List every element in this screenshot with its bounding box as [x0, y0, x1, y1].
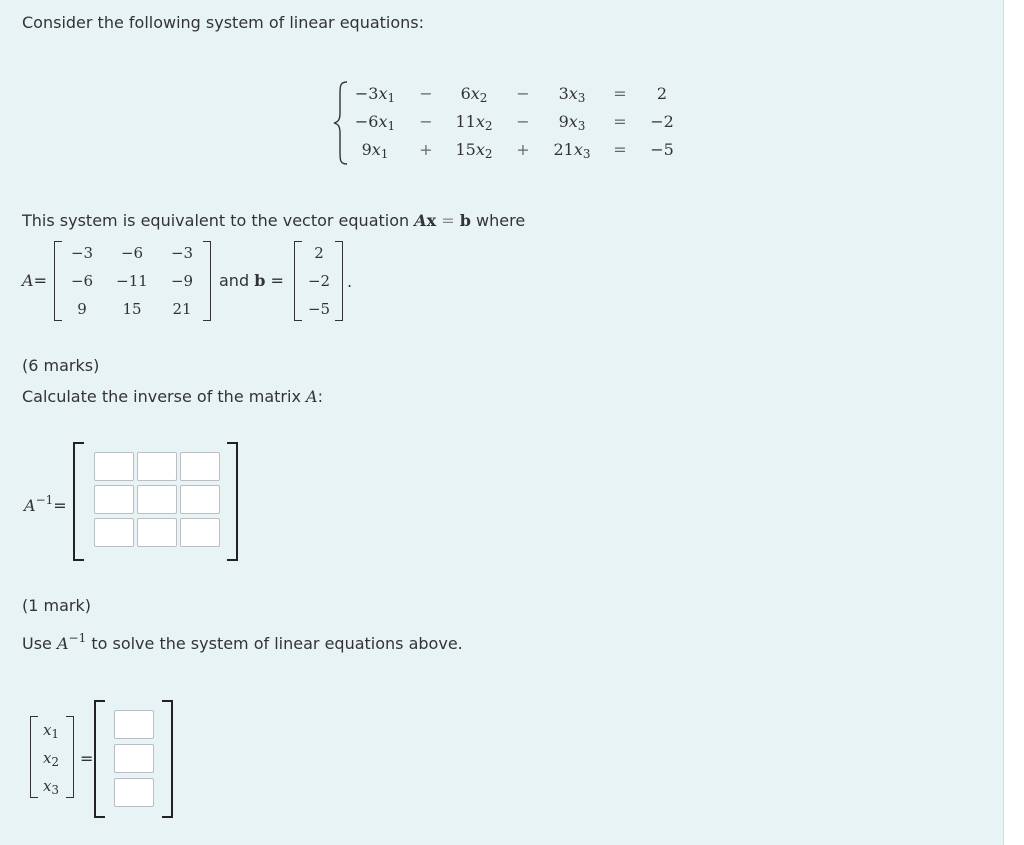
- solution-variable: $x_3$: [42, 777, 60, 797]
- eq2-term3: $9x_3$: [558, 112, 586, 133]
- eq1-op1: −: [419, 84, 433, 103]
- vector-b-cell: −2: [307, 272, 331, 290]
- inverse-answer-input[interactable]: [94, 452, 134, 481]
- eq2-equals: =: [613, 112, 627, 131]
- part1-prompt: Calculate the inverse of the matrix A:: [22, 387, 323, 406]
- matrix-a-cell: −11: [116, 272, 148, 290]
- eq2-op2: −: [516, 112, 530, 131]
- matrix-a: [54, 241, 211, 321]
- inverse-answer-input[interactable]: [94, 518, 134, 547]
- solution-variable: $x_1$: [42, 721, 60, 741]
- solution-left-bracket: [94, 700, 105, 818]
- vector-b-period: .: [347, 272, 353, 291]
- solution-variable-vector: [30, 716, 74, 798]
- solution-equals: =: [80, 749, 94, 768]
- solution-right-bracket: [162, 700, 173, 818]
- inverse-answer-input[interactable]: [137, 485, 177, 514]
- part2-prompt: Use $A^{-1}$ to solve the system of linear equations above.: [22, 631, 463, 653]
- eq3-term3: $21x_3$: [553, 140, 591, 161]
- matrix-a-cell: −3: [170, 244, 194, 262]
- eq3-rhs: −5: [650, 140, 674, 159]
- matrix-a-cell: −9: [170, 272, 194, 290]
- eq1-term2: $6x_2$: [460, 84, 488, 105]
- matrix-a-cell: 9: [77, 300, 87, 318]
- part2-marks: (1 mark): [22, 596, 91, 615]
- eq1-term1: $-3x_1$: [354, 84, 396, 105]
- matrix-a-cell: −3: [70, 244, 94, 262]
- eq1-equals: =: [613, 84, 627, 103]
- left-brace: [332, 80, 350, 166]
- eq2-op1: −: [419, 112, 433, 131]
- eq3-term1: $9x_1$: [361, 140, 389, 161]
- solution-answer-input[interactable]: [114, 744, 154, 773]
- eq2-term1: $-6x_1$: [354, 112, 396, 133]
- vector-b-label: and b =: [219, 271, 284, 290]
- solution-answer-input[interactable]: [114, 778, 154, 807]
- eq3-term2: $15x_2$: [455, 140, 493, 161]
- intro-text: Consider the following system of linear equations:: [22, 13, 425, 32]
- eq3-op2: +: [516, 140, 530, 159]
- eq1-op2: −: [516, 84, 530, 103]
- equivalence-text: This system is equivalent to the vector equation Ax = b where: [22, 211, 526, 230]
- equation-system: [330, 80, 680, 170]
- matrix-a-cell: 21: [172, 300, 192, 318]
- solution-answer-input[interactable]: [114, 710, 154, 739]
- inverse-answer-input[interactable]: [180, 518, 220, 547]
- eq3-op1: +: [419, 140, 433, 159]
- solution-variable: $x_2$: [42, 749, 60, 769]
- inverse-answer-input[interactable]: [180, 485, 220, 514]
- eq1-term3: $3x_3$: [558, 84, 586, 105]
- inverse-answer-input[interactable]: [180, 452, 220, 481]
- vector-b-cell: −5: [307, 300, 331, 318]
- inverse-right-bracket: [227, 442, 238, 561]
- eq3-equals: =: [613, 140, 627, 159]
- vector-b: [294, 241, 343, 321]
- inverse-answer-input[interactable]: [137, 452, 177, 481]
- eq2-term2: $11x_2$: [455, 112, 493, 133]
- inverse-left-bracket: [73, 442, 84, 561]
- vector-b-cell: 2: [314, 244, 324, 262]
- eq2-rhs: −2: [650, 112, 674, 131]
- part1-marks: (6 marks): [22, 356, 100, 375]
- matrix-a-cell: 15: [122, 300, 142, 318]
- matrix-a-label: A=: [22, 271, 47, 290]
- inverse-answer-input[interactable]: [94, 485, 134, 514]
- eq1-rhs: 2: [656, 84, 668, 103]
- matrix-a-cell: −6: [120, 244, 144, 262]
- matrix-a-cell: −6: [70, 272, 94, 290]
- inverse-label: $A^{-1}=$: [24, 493, 67, 515]
- inverse-answer-input[interactable]: [137, 518, 177, 547]
